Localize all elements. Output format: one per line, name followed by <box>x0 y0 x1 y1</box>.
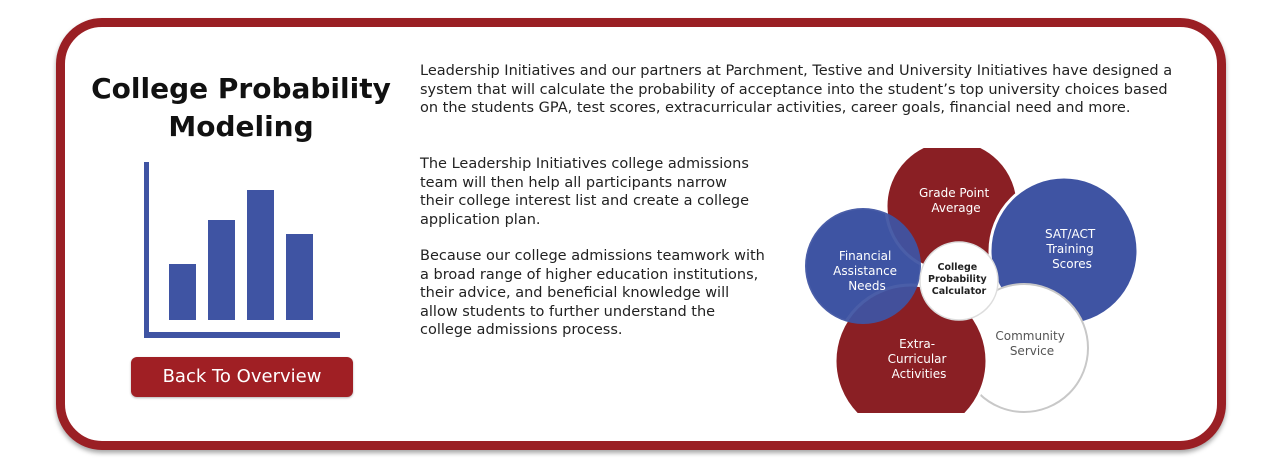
center-line-3: Calculator <box>931 286 987 297</box>
chart-bar-2 <box>208 220 235 320</box>
extracurricular-line-1: Extra- <box>899 337 936 351</box>
sat-line-1: SAT/ACT <box>1044 227 1096 241</box>
extracurricular-line-3: Activities <box>891 367 947 381</box>
admissions-team-paragraph: The Leadership Initiatives college admissions team will then help all participants narrow their college interest list and create a college application plan. <box>420 156 750 228</box>
chart-axis-x <box>144 332 340 338</box>
chart-axis-y <box>144 162 149 338</box>
center-line-1: College <box>937 262 978 273</box>
community-line-2: Service <box>1009 344 1055 358</box>
back-to-overview-button[interactable]: Back To Overview <box>131 357 353 397</box>
financial-line-2: Assistance <box>833 264 898 278</box>
community-line-1: Community <box>995 329 1065 343</box>
center-line-2: Probability <box>927 274 987 285</box>
title-line-1: College Probability <box>91 72 391 105</box>
gpa-line-1: Grade Point <box>918 186 990 200</box>
page-title <box>76 70 406 146</box>
chart-bar-1 <box>169 264 196 320</box>
intro-paragraph: Leadership Initiatives and our partners at Parchment, Testive and University Initiatives have designed a system that will calculate the probability of acceptance into the student’s top university choices based on the students GPA, test scores, extracurricular activities, career goals, financial need and more. <box>420 63 1173 116</box>
extracurricular-line-2: Curricular <box>887 352 947 366</box>
sat-label <box>1045 227 1099 271</box>
title-line-2: Modeling <box>168 110 314 143</box>
gpa-line-2: Average <box>931 201 981 215</box>
chart-bar-3 <box>247 190 274 320</box>
chart-bar-4 <box>286 234 313 320</box>
institutions-paragraph: Because our college admissions teamwork with a broad range of higher education institutions, their advice, and beneficial knowledge will allow students to further understand the college admissions process. <box>420 248 765 338</box>
left-panel <box>76 70 406 430</box>
probability-calculator-diagram <box>795 148 1150 413</box>
financial-line-1: Financial <box>838 249 892 263</box>
bar-chart-icon <box>140 162 346 342</box>
sat-line-3: Scores <box>1052 257 1092 271</box>
financial-line-3: Needs <box>848 279 886 293</box>
sat-line-2: Training <box>1046 242 1094 256</box>
